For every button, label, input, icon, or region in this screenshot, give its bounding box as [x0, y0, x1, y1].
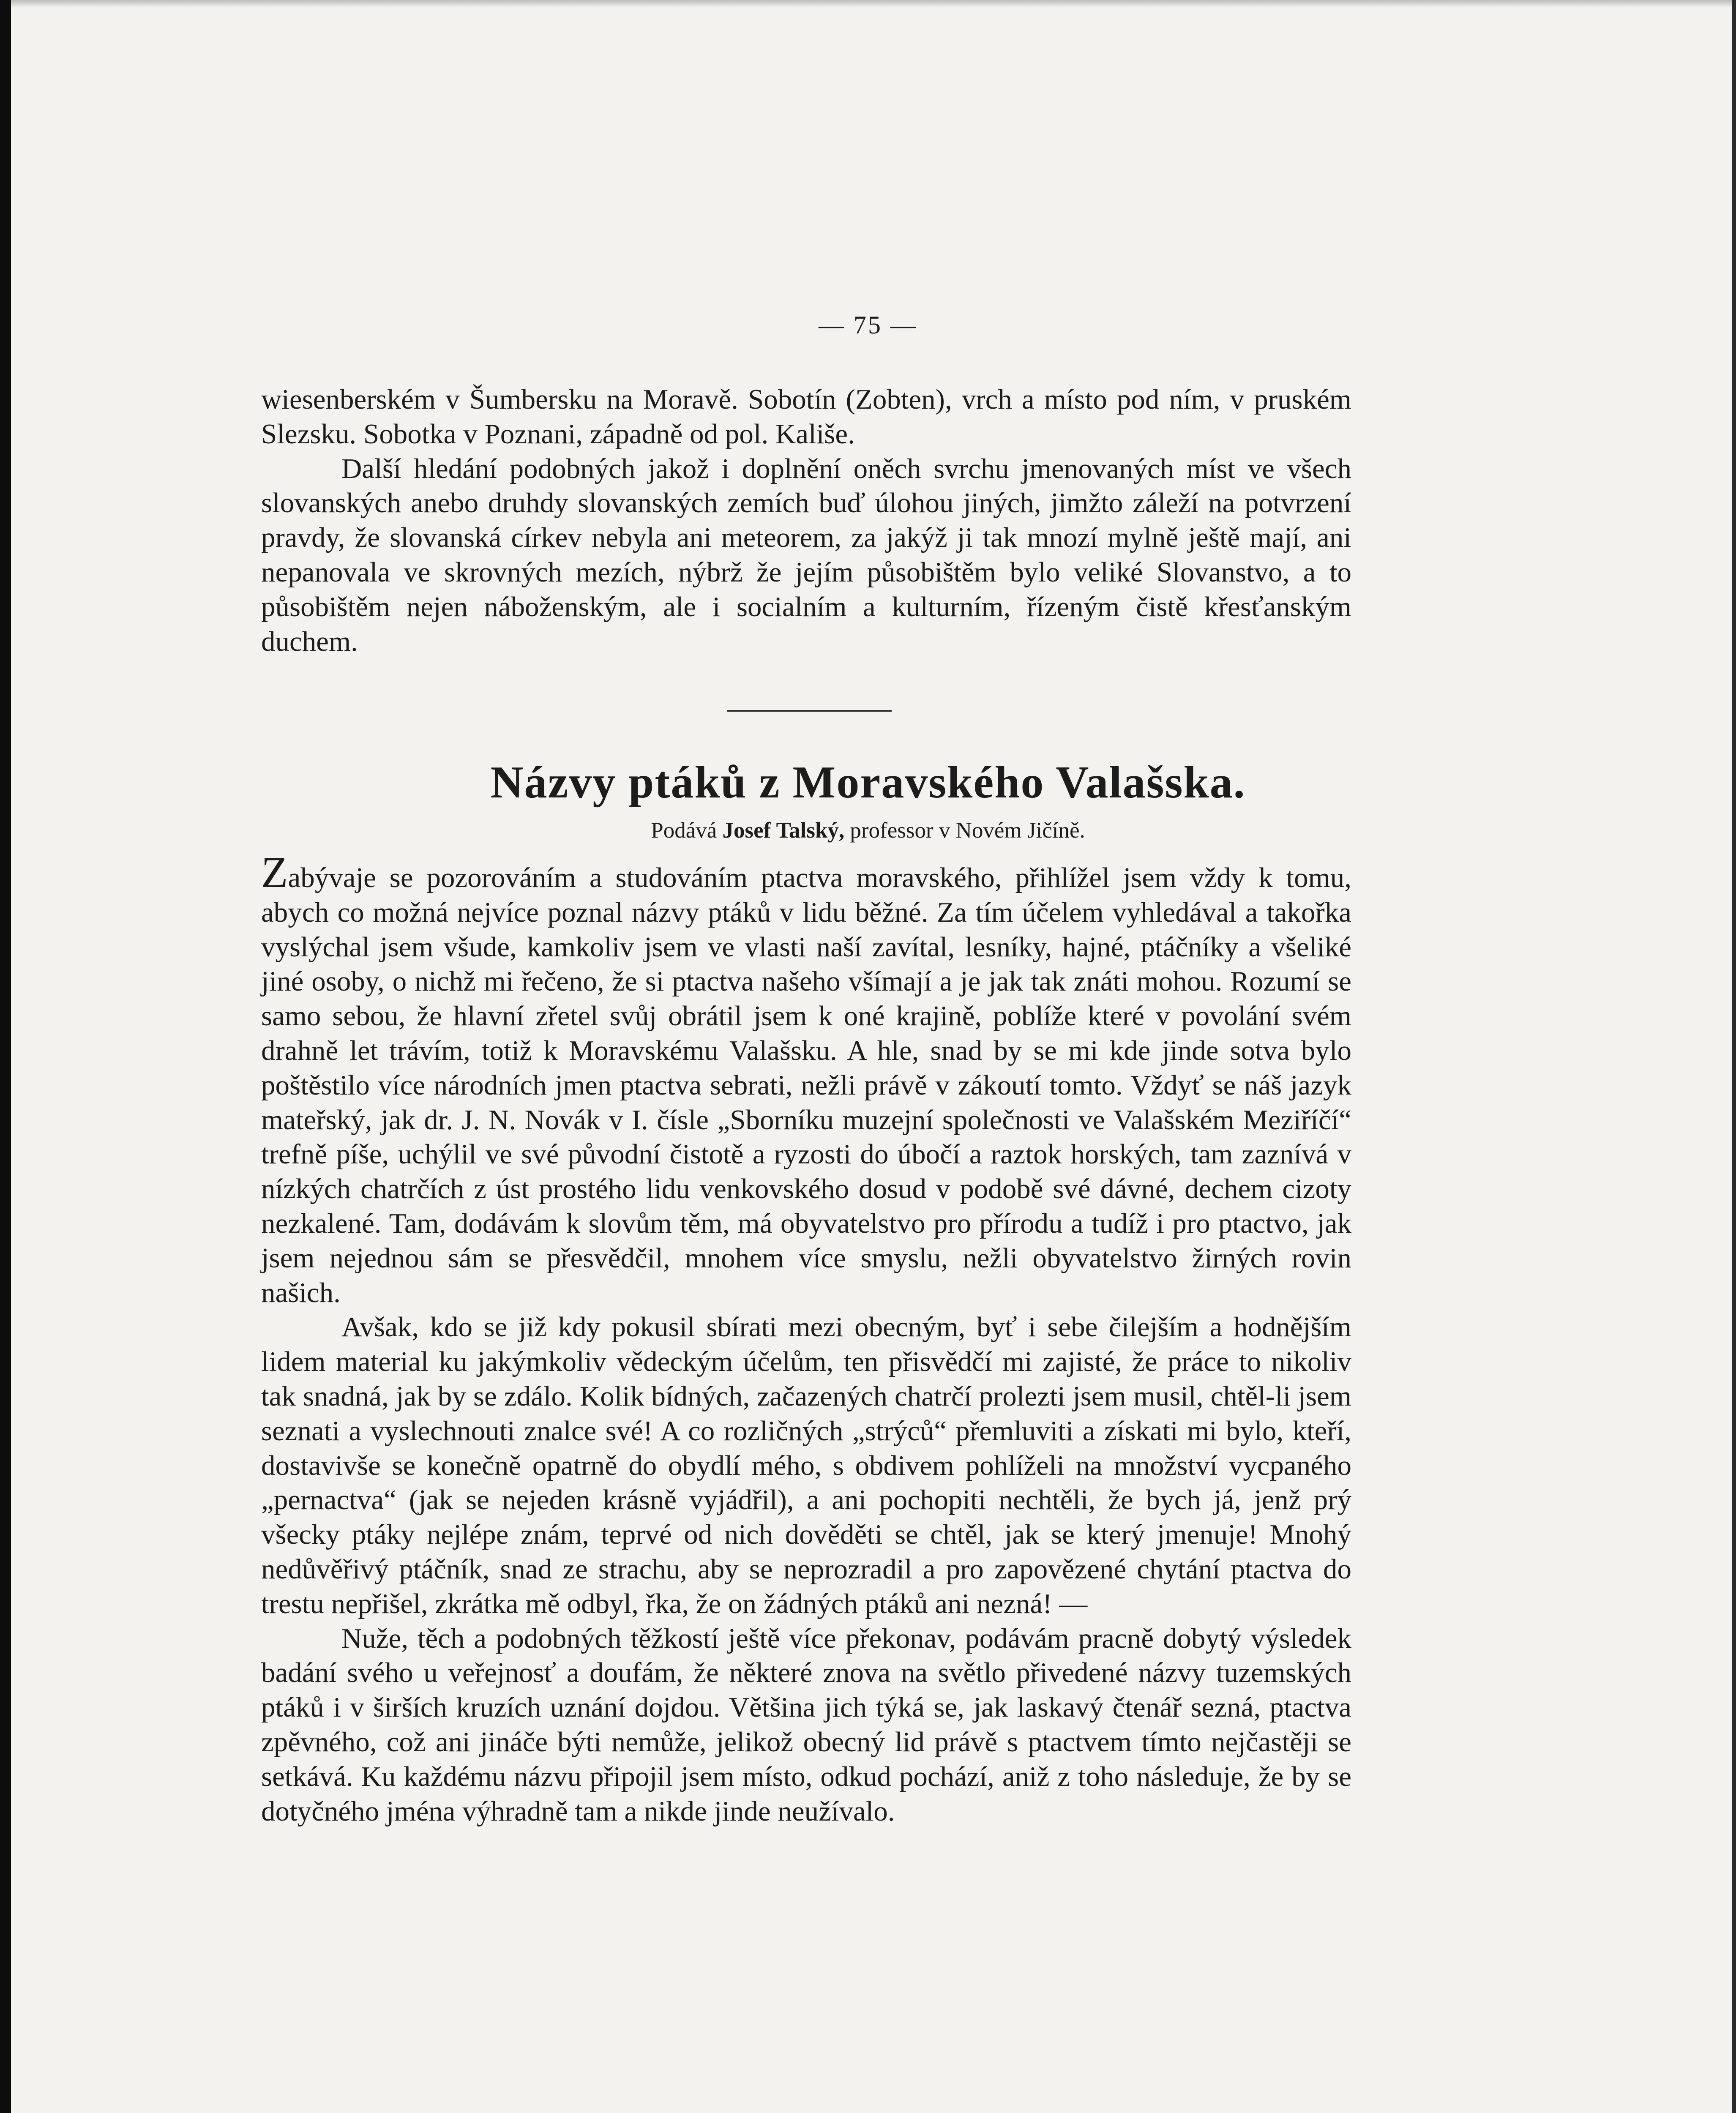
section-divider: [727, 710, 892, 712]
continuation-paragraph-2: Další hledání podobných jakož i doplnění oněch svrchu jmenovaných míst ve všech slovanských anebo druhdy slovanských zemích buď úlohou jiných, jimžto záleží na potvrzení pravdy, že slovanská církev nebyla ani meteorem, za jakýž ji tak mnozí mylně ještě mají, ani nepanovala ve skrovných mezích, nýbrž že jejím působištěm bylo veliké Slovanstvo, a to působištěm nejen náboženským, ale i socialním a kulturním, řízeným čistě křesťanským duchem.: [261, 453, 1351, 657]
article-byline: [0, 818, 1736, 843]
continuation-paragraph-1: wiesenberském v Šumbersku na Moravě. Sobotín (Zobten), vrch a místo pod ním, v pruském Slezsku. Sobotka v Poznani, západně od pol. Kališe.: [261, 384, 1351, 450]
article-paragraph-1: [261, 848, 1351, 1310]
article-paragraph-2: Avšak, kdo se již kdy pokusil sbírati mezi obecným, byť i sebe čilejším a hodnějším lidem material ku jakýmkoliv vědeckým účelům, ten přisvědčí mi zajisté, že práce to nikoliv tak snadná, jak by se zdálo. Kolik bídných, začazených chatrčí prolezti jsem musil, chtěl-li jsem seznati a vyslechnouti znalce své! A co rozličných „strýců“ přemluviti a získati mi bylo, kteří, dostavivše se konečně opatrně do obydlí mého, s obdivem pohlíželi na množství vycpaného „pernactva“ (jak se nejeden krásně vyjádřil), a ani pochopiti nechtěli, že bych já, jenž prý všecky ptáky nejlépe znám, teprvé od nich dověděti se chtěl, jak se který jmenuje! Mnohý nedůvěřivý ptáčník, snad ze strachu, aby se neprozradil a pro zapovězené chytání ptactva do trestu nepřišel, zkrátka mě odbyl, řka, že on žádných ptáků ani nezná! —: [261, 1311, 1351, 1619]
article-body: [261, 848, 1351, 1829]
page-number: — 75 —: [819, 311, 917, 339]
article-paragraph-3: Nuže, těch a podobných těžkostí ještě více překonav, podávám pracně dobytý výsledek badání svého u veřejnosť a doufám, že některé znova na světlo přivedené názvy tuzemských ptáků i v širších kruzích uznání dojdou. Většina jich týká se, jak laskavý čtenář sezná, ptactva zpěvného, což ani jináče býti nemůže, jelikož obecný lid právě s ptactvem tímto nejčastěji se setkává. Ku každému názvu připojil jsem místo, odkud pochází, aniž z toho následuje, že by se dotyčného jména výhradně tam a nikde jinde neužívalo.: [261, 1622, 1351, 1827]
previous-article-continuation: [261, 382, 1351, 659]
article-paragraph-1-text: abývaje se pozorováním a studováním ptactva moravského, přihlížel jsem vždy k tomu, abych co možná nejvíce poznal názvy ptáků v lidu běžné. Za tím účelem vyhledával a takořka vyslýchal jsem všude, kamkoliv jsem ve vlasti naší zavítal, lesníky, hajné, ptáčníky a všeliké jiné osoby, o nichž mi řečeno, že si ptactva našeho všímají a je jak tak znáti mohou. Rozumí se samo sebou, že hlavní zřetel svůj obrátil jsem k oné krajině, poblíže které v povolání svém drahně let trávím, totiž k Moravskému Valašsku. A hle, snad by se mi kde jinde sotva bylo poštěstilo více národních jmen ptactva sebrati, nežli právě v zákoutí tomto. Vždyť se náš jazyk mateřský, jak dr. J. N. Novák v I. čísle „Sborníku muzejní společnosti ve Valašském Meziříčí“ trefně píše, uchýlil ve své původní čistotě a ryzosti do úbočí a raztok horských, tam zaznívá v nízkých chatrčích z úst prostého lidu venkovského dosud v podobě své dávné, dechem cizoty nezkalené. Tam, dodávám k slovům těm, má obyvatelstvo pro přírodu a tudíž i pro ptactvo, jak jsem nejednou sám se přesvědčil, mnohem více smyslu, nežli obyvatelstvo žirných rovin našich.: [261, 862, 1351, 1308]
byline-suffix: professor v Novém Jičíně.: [850, 818, 1085, 843]
scan-top-shadow: [11, 0, 1732, 8]
byline-author: Josef Talský,: [722, 818, 845, 843]
article-title: Názvy ptáků z Moravského Valašska.: [490, 757, 1246, 808]
dropcap: Z: [261, 848, 288, 897]
byline-prefix: Podává: [651, 818, 717, 843]
